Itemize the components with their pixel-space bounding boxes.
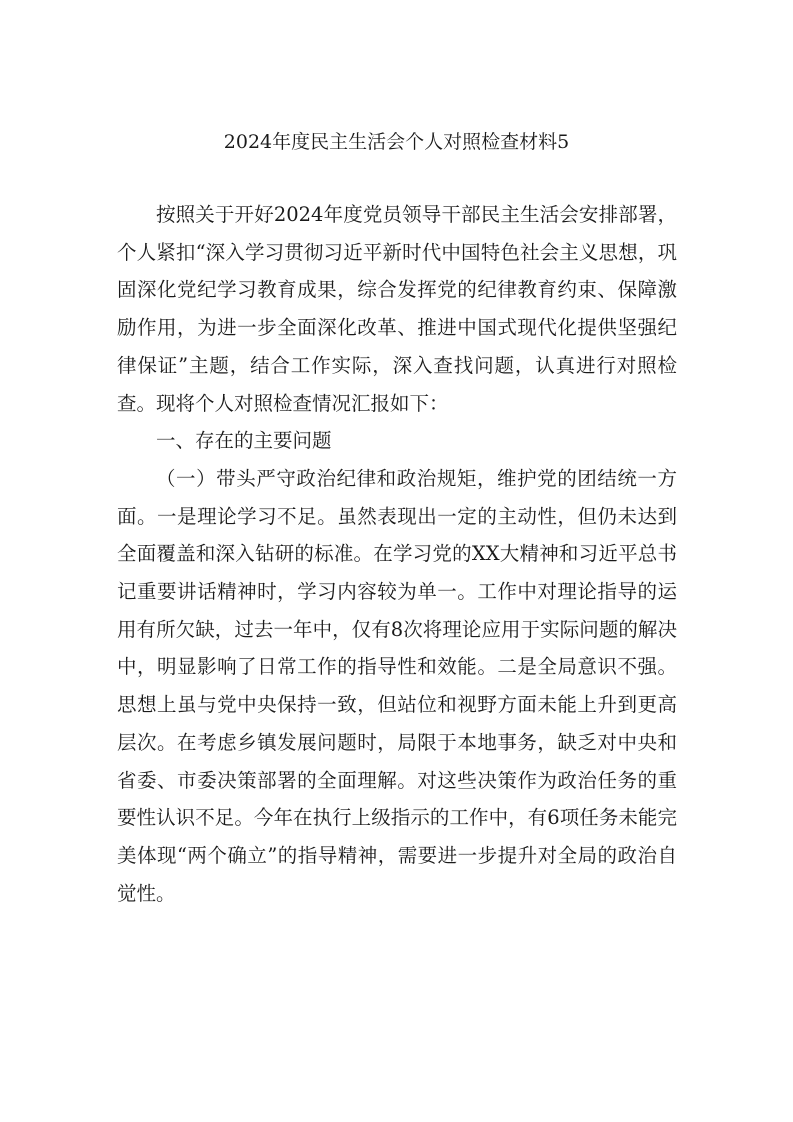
section-heading: 一、存在的主要问题: [156, 429, 332, 453]
subsection-paragraph: （一）带头严守政治纪律和政治规矩，维护党的团结统一方面。一是理论学习不足。虽然表现出一定的主动性，但仍未达到全面覆盖和深入钻研的标准。在学习党的XX大精神和习近平总书记重要讲话精神时，学习内容较为单一。工作中对理论指导的运用有所欠缺，过去一年中，仅有8次将理论应用于实际问题的解决中，明显影响了日常工作的指导性和效能。二是全局意识不强。思想上虽与党中央保持一致，但站位和视野方面未能上升到更高层次。在考虑乡镇发展问题时，局限于本地事务，缺乏对中央和省委、市委决策部署的全面理解。对这些决策作为政治任务的重要性认识不足。今年在执行上级指示的工作中，有6项任务未能完美体现“两个确立”的指导精神，需要进一步提升对全局的政治自觉性。: [117, 466, 677, 905]
document-title: 2024年度民主生活会个人对照检查材料5: [223, 131, 570, 153]
document-body: [117, 196, 677, 912]
intro-paragraph: 按照关于开好2024年度党员领导干部民主生活会安排部署，个人紧扣“深入学习贯彻习近平新时代中国特色社会主义思想，巩固深化党纪学习教育成果，综合发挥党的纪律教育约束、保障激励作用，为进一步全面深化改革、推进中国式现代化提供坚强纪律保证”主题，结合工作实际，深入查找问题，认真进行对照检查。现将个人对照检查情况汇报如下：: [117, 203, 677, 415]
